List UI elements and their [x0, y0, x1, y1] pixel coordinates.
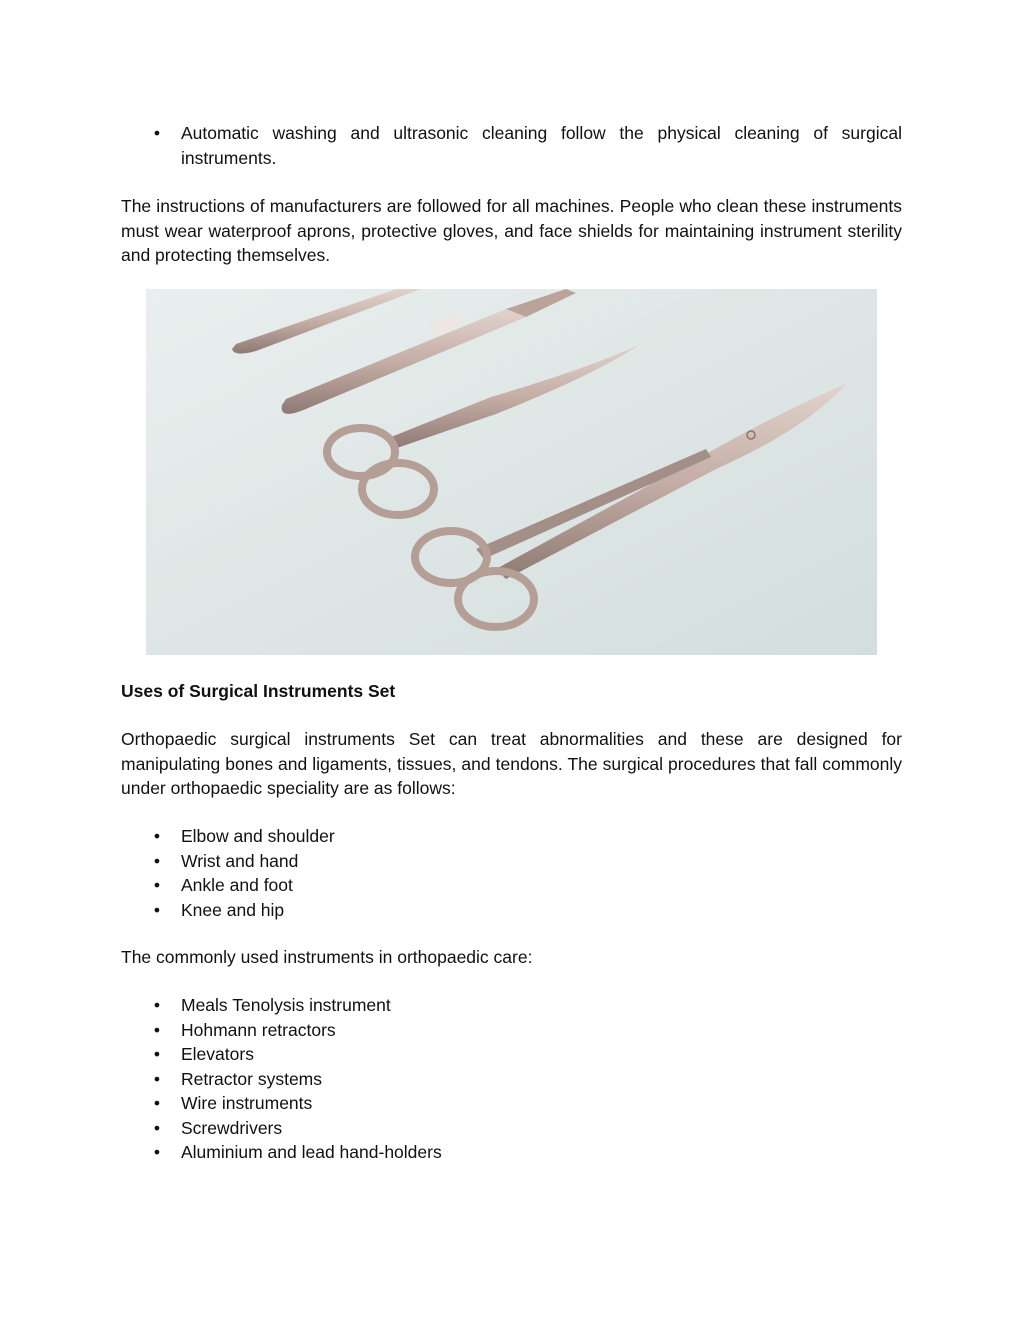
- list-item: [121, 1116, 902, 1141]
- list-item: [121, 1042, 902, 1067]
- bullet-marker: •: [153, 875, 161, 895]
- list-item: [121, 824, 902, 849]
- paragraph-manufacturer-instructions: The instructions of manufacturers are followed for all machines. People who clean these instruments must wear waterproof aprons, protective gloves, and face shields for maintaining instrument sterility and protecting themselves.: [121, 196, 902, 265]
- list-item: [121, 993, 902, 1018]
- list-item: [121, 898, 902, 923]
- list-item-text: Retractor systems: [181, 1068, 322, 1089]
- list-item: [121, 121, 902, 170]
- bullet-marker: •: [153, 123, 161, 143]
- cleaning-bullet-list: [121, 121, 902, 170]
- instruments-list: [121, 993, 902, 1165]
- list-item-text: Wire instruments: [181, 1093, 313, 1113]
- list-item-text: Hohmann retractors: [181, 1019, 336, 1040]
- list-item-text: Automatic washing and ultrasonic cleaning follow the physical cleaning of surgical instruments.: [181, 123, 902, 168]
- list-item-text: Knee and hip: [181, 899, 285, 920]
- bullet-marker: •: [153, 826, 161, 846]
- list-item-text: Elbow and shoulder: [181, 826, 335, 846]
- paragraph-common-instruments: The commonly used instruments in orthopaedic care:: [121, 947, 533, 967]
- list-item: [121, 1018, 902, 1043]
- list-item-text: Meals Tenolysis instrument: [181, 995, 391, 1015]
- list-item-text: Elevators: [181, 1044, 254, 1064]
- list-item-text: Wrist and hand: [181, 850, 299, 871]
- bullet-marker: •: [153, 1068, 161, 1089]
- bullet-marker: •: [153, 1044, 161, 1064]
- surgical-instruments-photo: [146, 289, 877, 655]
- list-item: [121, 873, 902, 898]
- bullet-marker: •: [153, 850, 161, 871]
- section-heading: Uses of Surgical Instruments Set: [121, 681, 396, 701]
- bullet-marker: •: [153, 1142, 161, 1162]
- list-item-text: Ankle and foot: [181, 875, 293, 895]
- bullet-marker: •: [153, 899, 161, 920]
- bullet-marker: •: [153, 1093, 161, 1113]
- list-item: [121, 849, 902, 874]
- list-item-text: Aluminium and lead hand-holders: [181, 1142, 442, 1162]
- procedures-list: [121, 824, 902, 922]
- list-item: [121, 1140, 902, 1165]
- bullet-marker: •: [153, 995, 161, 1015]
- list-item: [121, 1067, 902, 1092]
- bullet-marker: •: [153, 1117, 161, 1138]
- list-item: [121, 1091, 902, 1116]
- list-item-text: Screwdrivers: [181, 1117, 283, 1138]
- bullet-marker: •: [153, 1019, 161, 1040]
- paragraph-orthopaedic-set: Orthopaedic surgical instruments Set can treat abnormalities and these are designed for manipulating bones and ligaments, tissues, and tendons. The surgical procedures that fall commonly under orthopaedic speciality are as follows:: [121, 729, 902, 798]
